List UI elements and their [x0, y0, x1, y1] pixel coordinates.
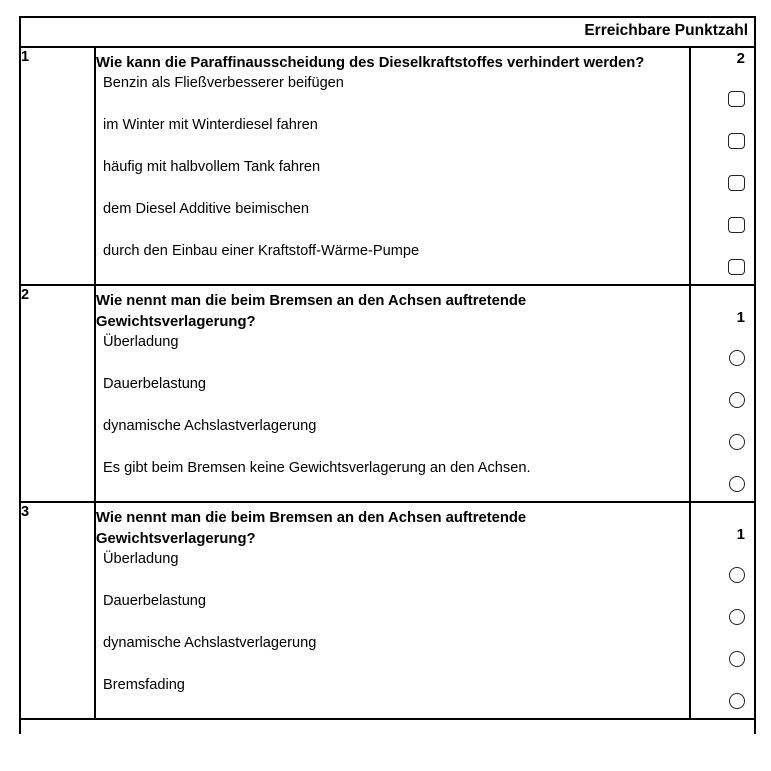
- question-text: Wie kann die Paraffinausscheidung des Dieselkraftstoffes verhindert werden?: [96, 55, 645, 71]
- answer-radio[interactable]: [729, 392, 745, 408]
- answer-option[interactable]: im Winter mit Winterdiesel fahren: [103, 117, 318, 133]
- question-text: Wie nennt man die beim Bremsen an den Achsen auftretende Gewichtsverlagerung?: [96, 510, 527, 547]
- quiz-sheet: [19, 16, 754, 734]
- question-text: Wie nennt man die beim Bremsen an den Achsen auftretende Gewichtsverlagerung?: [96, 293, 527, 330]
- answer-option[interactable]: häufig mit halbvollem Tank fahren: [103, 159, 321, 175]
- quiz-table: [19, 16, 756, 734]
- answer-option[interactable]: dem Diesel Additive beimischen: [103, 201, 310, 217]
- question-row: [20, 285, 755, 502]
- answer-radio[interactable]: [729, 476, 745, 492]
- answer-radio[interactable]: [729, 567, 745, 583]
- question-body: [95, 285, 690, 502]
- table-header-row: [20, 17, 755, 47]
- points-cell: [690, 285, 755, 502]
- answer-option[interactable]: Überladung: [103, 551, 179, 567]
- answer-radio[interactable]: [729, 609, 745, 625]
- answer-option[interactable]: dynamische Achslastverlagerung: [103, 635, 317, 651]
- answer-checkbox[interactable]: [728, 259, 745, 275]
- answer-radio[interactable]: [729, 693, 745, 709]
- question-row: [20, 47, 755, 285]
- answer-radio[interactable]: [729, 350, 745, 366]
- question-body: [95, 502, 690, 719]
- answer-option-list: [96, 74, 689, 284]
- next-question-placeholder: [20, 719, 755, 734]
- answer-option-list: [96, 333, 689, 501]
- answer-option[interactable]: Benzin als Fließverbesserer beifügen: [103, 75, 344, 91]
- answer-radio[interactable]: [729, 651, 745, 667]
- points-cell: [690, 47, 755, 285]
- answer-checkbox[interactable]: [728, 217, 745, 233]
- answer-option[interactable]: Es gibt beim Bremsen keine Gewichtsverlagerung an den Achsen.: [103, 460, 531, 476]
- answer-option[interactable]: Dauerbelastung: [103, 593, 207, 609]
- question-body: [95, 47, 690, 285]
- points-cell: [690, 502, 755, 719]
- question-row: [20, 502, 755, 719]
- question-number: 2: [20, 285, 95, 502]
- answer-option[interactable]: durch den Einbau einer Kraftstoff-Wärme-Pumpe: [103, 243, 420, 259]
- answer-radio[interactable]: [729, 434, 745, 450]
- question-points-value: 1: [736, 526, 746, 543]
- answer-option[interactable]: Dauerbelastung: [103, 376, 207, 392]
- answer-option[interactable]: Bremsfading: [103, 677, 185, 693]
- question-points-value: 1: [736, 309, 746, 326]
- answer-checkbox[interactable]: [728, 133, 745, 149]
- answer-checkbox[interactable]: [728, 91, 745, 107]
- answer-option[interactable]: dynamische Achslastverlagerung: [103, 418, 317, 434]
- answer-option[interactable]: Überladung: [103, 334, 179, 350]
- answer-checkbox[interactable]: [728, 175, 745, 191]
- question-number: 1: [20, 47, 95, 285]
- answer-option-list: [96, 550, 689, 718]
- question-number: 3: [20, 502, 95, 719]
- points-column-header: Erreichbare Punktzahl: [20, 17, 755, 47]
- next-question-row-partial: [20, 719, 755, 734]
- question-points-value: 2: [736, 50, 746, 67]
